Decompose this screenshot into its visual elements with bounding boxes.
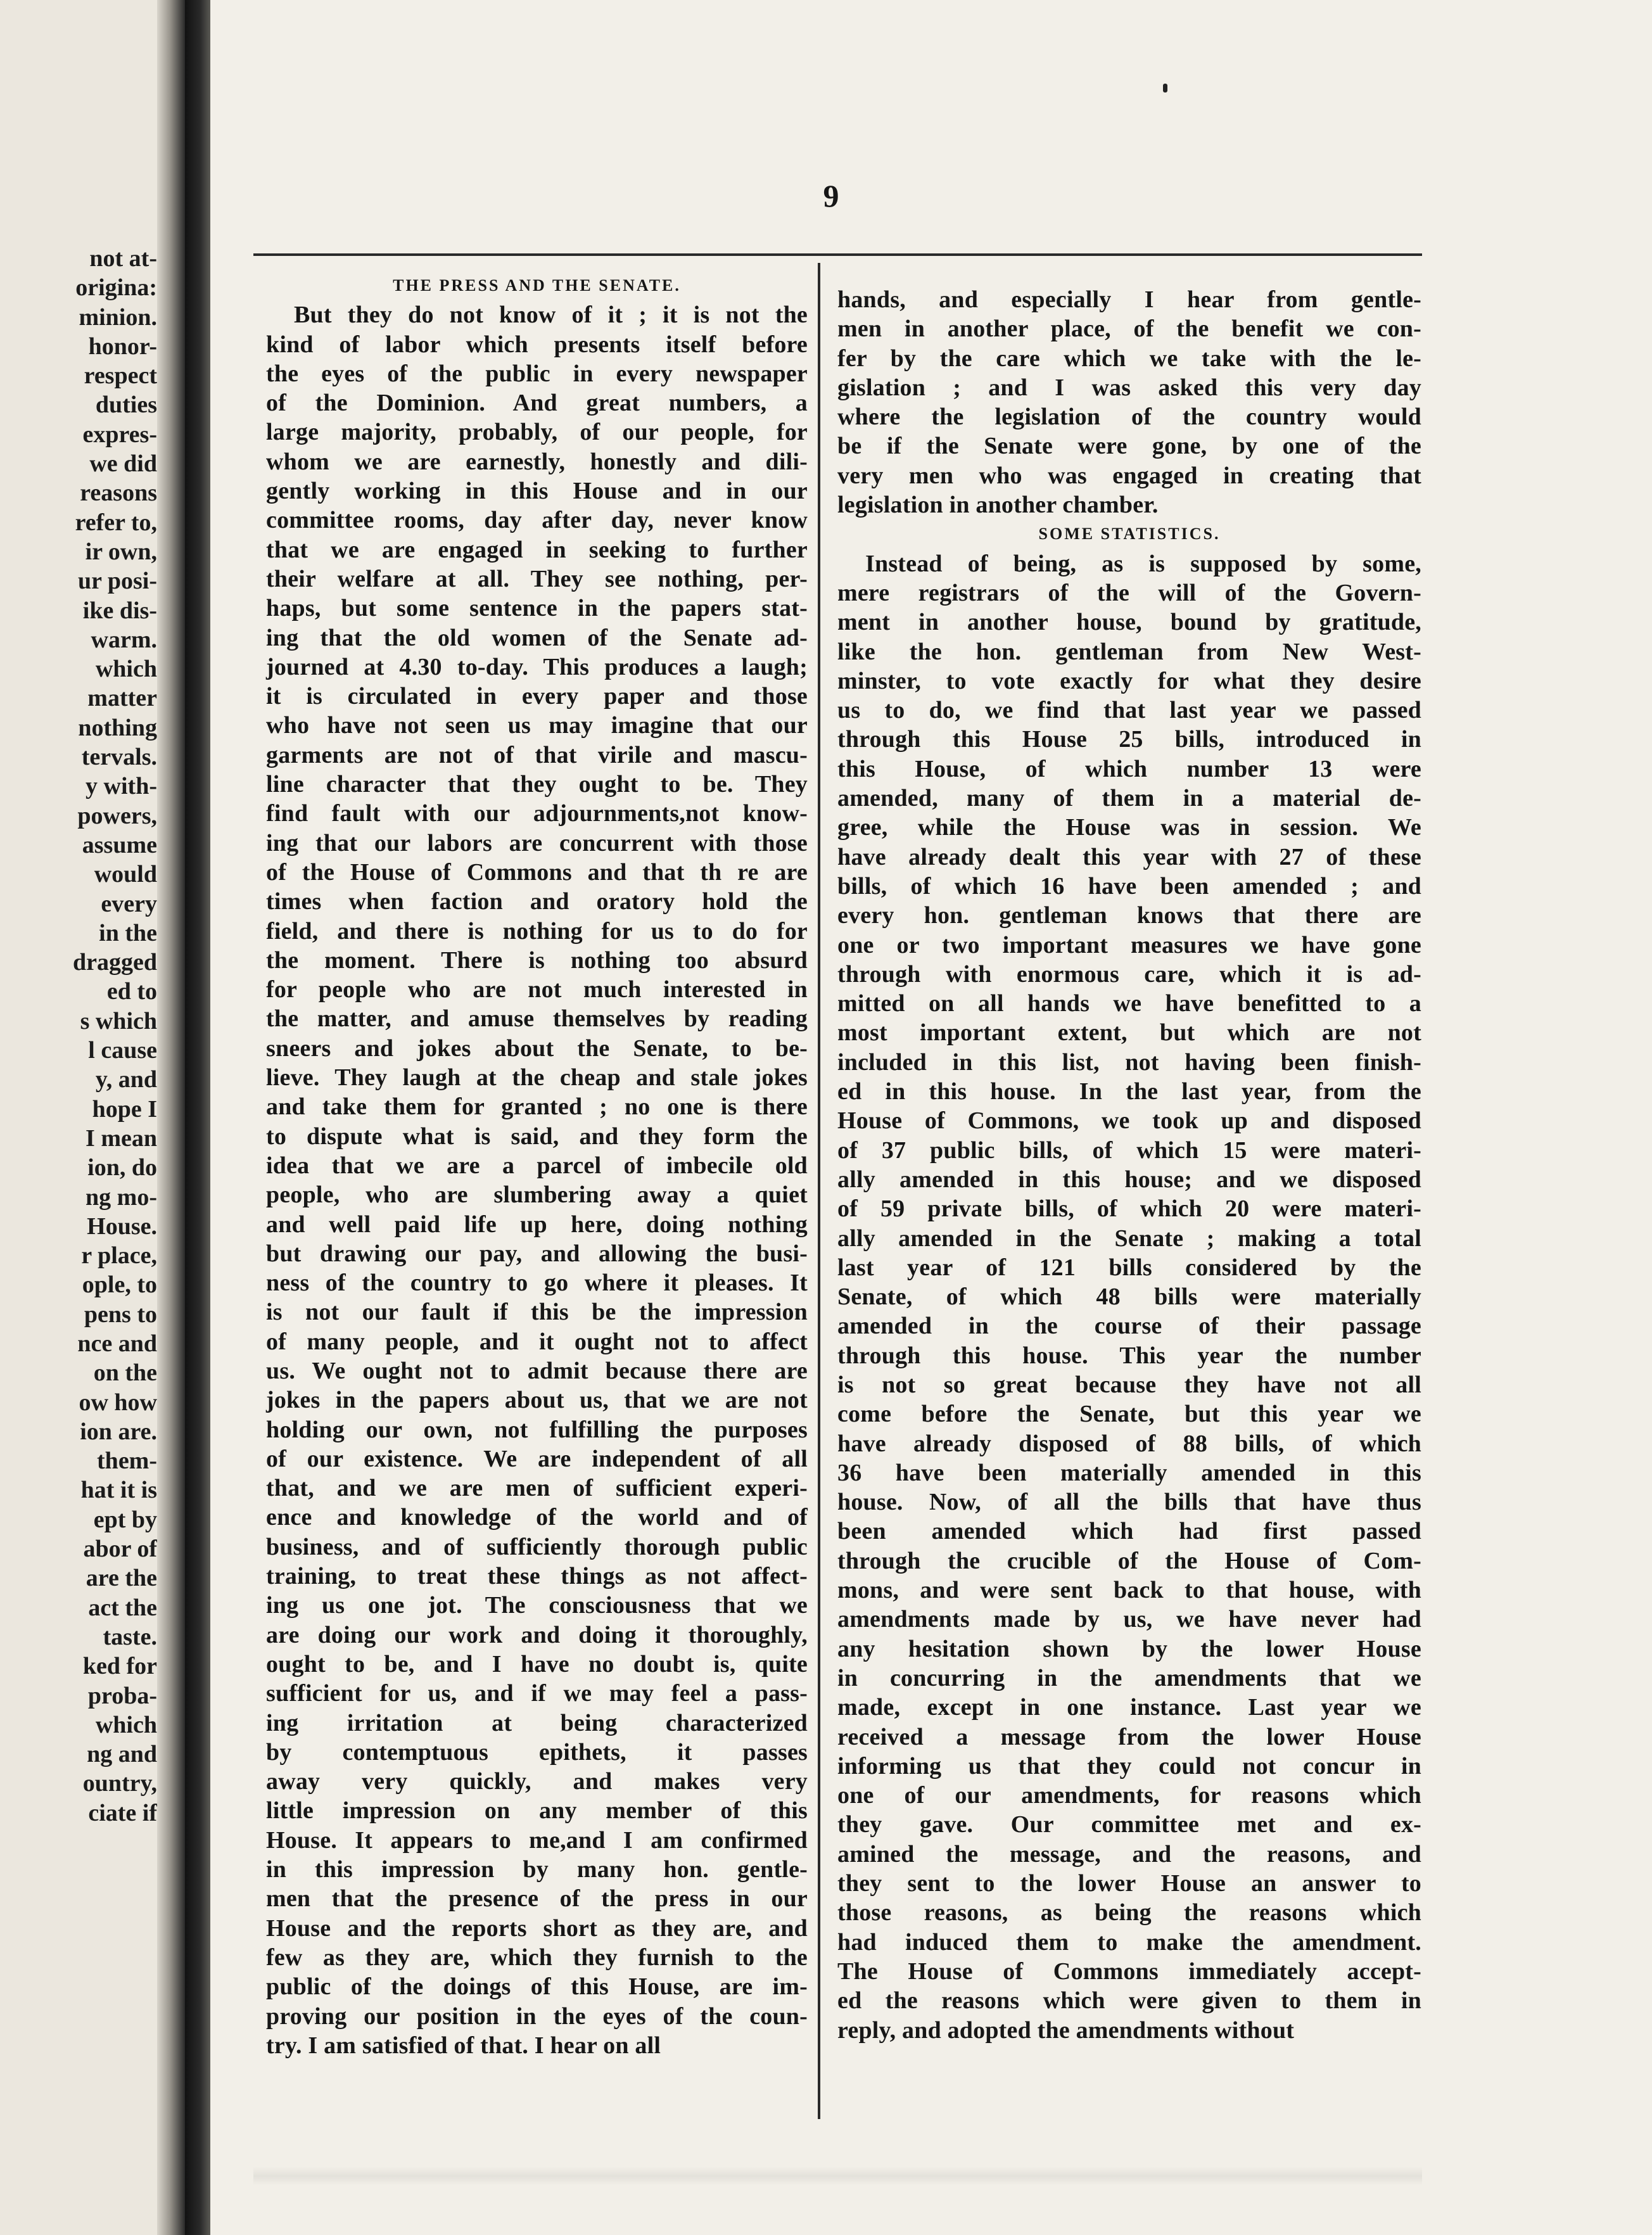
facing-page-text-line: every <box>101 890 157 917</box>
facing-page-text-line: matter <box>87 685 157 712</box>
body-text-line: haps, but some sentence in the papers stat- <box>266 595 808 622</box>
header-rule <box>253 253 1422 256</box>
body-text-line: in this impression by many hon. gentle- <box>266 1856 808 1883</box>
facing-page-text-line: respect <box>84 362 157 390</box>
body-text-line: amendments made by us, we have never had <box>837 1606 1421 1633</box>
facing-page-text-line: we did <box>89 450 157 478</box>
body-text-line: us. We ought not to admit because there are <box>266 1357 808 1384</box>
body-text-line: people, who are slumbering away a quiet <box>266 1181 808 1209</box>
facing-page-text <box>5 244 157 1828</box>
body-text-line: men that the presence of the press in our <box>266 1885 808 1913</box>
body-text-line: journed at 4.30 to-day. This produces a laugh; <box>266 653 808 680</box>
body-text-line: garments are not of that virile and mascu- <box>266 741 808 768</box>
body-text-line: business, and of sufficiently thorough public <box>266 1533 808 1560</box>
facing-page-text-line: ng and <box>87 1741 157 1768</box>
body-text-line: committee rooms, day after day, never know <box>266 507 808 534</box>
body-text-line: to dispute what is said, and they form the <box>266 1123 808 1150</box>
body-text-line: last year of 121 bills considered by the <box>837 1254 1421 1281</box>
facing-page-text-line: not at- <box>89 245 157 272</box>
body-text-line: every hon. gentleman knows that there are <box>837 902 1421 929</box>
body-text-line: idea that we are a parcel of imbecile old <box>266 1152 808 1179</box>
facing-page-text-line: minion. <box>79 303 157 331</box>
body-text-line: ally amended in this house; and we disposed <box>837 1166 1421 1193</box>
facing-page-text-line: r place, <box>81 1242 157 1270</box>
body-text-line: of many people, and it ought not to affect <box>266 1328 808 1355</box>
body-text-line: the matter, and amuse themselves by reading <box>266 1005 808 1033</box>
facing-page-text-line: which <box>95 1711 157 1738</box>
body-text-line: those reasons, as being the reasons which <box>837 1899 1421 1926</box>
facing-page-text-line: s which <box>80 1007 157 1035</box>
body-text-line: holding our own, not fulfilling the purposes <box>266 1416 808 1443</box>
facing-page-text-line: dragged <box>73 949 157 976</box>
body-text-line: of 59 private bills, of which 20 were materi- <box>837 1195 1421 1223</box>
body-text-line: and well paid life up here, doing nothing <box>266 1211 808 1238</box>
body-text-line: times when faction and oratory hold the <box>266 888 808 915</box>
body-text-line: through with enormous care, which it is ad- <box>837 960 1421 988</box>
body-text-line: is not so great because they have not all <box>837 1371 1421 1398</box>
body-text-line: mitted on all hands we have benefitted to a <box>837 990 1421 1017</box>
body-text-line: training, to treat these things as not affect- <box>266 1563 808 1590</box>
facing-page-text-line: ike dis- <box>82 597 157 624</box>
body-text-line: amended in the course of their passage <box>837 1313 1421 1340</box>
body-text-line: 36 have been materially amended in this <box>837 1459 1421 1486</box>
column-divider <box>818 263 820 2119</box>
body-text-line: lieve. They laugh at the cheap and stale jokes <box>266 1064 808 1092</box>
body-text-line: of 37 public bills, of which 15 were materi- <box>837 1137 1421 1164</box>
body-text-line: they gave. Our committee met and ex- <box>837 1811 1421 1838</box>
body-text-line: large majority, probably, of our people, for <box>266 419 808 446</box>
facing-page-text-line: l cause <box>88 1037 157 1064</box>
body-text-line: have already dealt this year with 27 of these <box>837 843 1421 870</box>
body-text-line: The House of Commons immediately accept- <box>837 1958 1421 1985</box>
left-column <box>266 271 808 2060</box>
facing-page-text-line: proba- <box>87 1682 157 1709</box>
body-text-line: where the legislation of the country would <box>837 404 1421 431</box>
facing-page-text-line: ked for <box>82 1653 157 1680</box>
body-text-line: gree, while the House was in session. We <box>837 814 1421 841</box>
body-text-line: are doing our work and doing it thoroughly, <box>266 1621 808 1648</box>
body-text-line: the eyes of the public in every newspaper <box>266 360 808 387</box>
body-text-line: Instead of being, as is supposed by some, <box>865 550 1421 577</box>
body-text-line: few as they are, which they furnish to the <box>266 1944 808 1971</box>
body-text-line: through the crucible of the House of Com- <box>837 1547 1421 1574</box>
facing-page-text-line: would <box>94 861 157 888</box>
body-text-line: is not our fault if this be the impression <box>266 1299 808 1326</box>
body-text-line: amined the message, and the reasons, and <box>837 1840 1421 1868</box>
facing-page-text-line: honor- <box>88 333 157 360</box>
body-text-line: ed in this house. In the last year, from the <box>837 1078 1421 1105</box>
body-text-line: ed the reasons which were given to them in <box>837 1987 1421 2015</box>
body-text-line: included in this list, not having been finish- <box>837 1048 1421 1076</box>
body-text-line: their welfare at all. They see nothing, per- <box>266 565 808 592</box>
facing-page-text-line: ciate if <box>88 1799 157 1826</box>
body-text-line: received a message from the lower House <box>837 1723 1421 1750</box>
body-text-line: for people who are not much interested in <box>266 976 808 1003</box>
right-column <box>837 285 1421 2045</box>
body-text-line: find fault with our adjournments,not know- <box>266 800 808 827</box>
facing-page-text-line: are the <box>86 1565 157 1592</box>
facing-page-text-line: y, and <box>95 1066 157 1093</box>
facing-page-text-line: in the <box>99 919 157 946</box>
body-text-line: made, except in one instance. Last year we <box>837 1694 1421 1721</box>
body-text-line: mons, and were sent back to that house, with <box>837 1577 1421 1604</box>
book-binding-shadow <box>185 0 210 2235</box>
body-text-line: But they do not know of it ; it is not the <box>294 302 808 329</box>
body-text-line: ence and knowledge of the world and of <box>266 1504 808 1531</box>
body-text-line: ing that our labors are concurrent with those <box>266 829 808 856</box>
body-text-line: minster, to vote exactly for what they desire <box>837 667 1421 694</box>
body-text-line: House. It appears to me,and I am confirmed <box>266 1826 808 1854</box>
body-text-line: ing us one jot. The consciousness that we <box>266 1592 808 1619</box>
body-text-line: through this House 25 bills, introduced in <box>837 726 1421 753</box>
facing-page-text-line: ng mo- <box>86 1183 157 1211</box>
body-text-line: mere registrars of the will of the Govern- <box>837 579 1421 606</box>
facing-page-text-line: powers, <box>77 802 157 829</box>
body-text-line: ing irritation at being characterized <box>266 1709 808 1736</box>
body-text-line: away very quickly, and makes very <box>266 1768 808 1795</box>
body-text-line: reply, and adopted the amendments without <box>837 2016 1295 2044</box>
body-text-line: be if the Senate were gone, by one of the <box>837 433 1421 460</box>
facing-page-text-line: expres- <box>82 421 157 448</box>
body-text-line: gently working in this House and in our <box>266 478 808 505</box>
body-text-line: but drawing our pay, and allowing the busi- <box>266 1240 808 1267</box>
body-text-line: most important extent, but which are not <box>837 1019 1421 1047</box>
body-text-line: it is circulated in every paper and those <box>266 683 808 710</box>
right-column-body-top <box>837 285 1421 519</box>
page-number: 9 <box>823 178 839 213</box>
body-text-line: like the hon. gentleman from New West- <box>837 638 1421 665</box>
facing-page-text-line: nce and <box>77 1330 157 1357</box>
section-heading-some-statistics: SOME STATISTICS. <box>1038 525 1221 544</box>
body-text-line: House of Commons, we took up and disposed <box>837 1107 1421 1135</box>
right-column-body-bottom <box>837 549 1421 2045</box>
facing-page-text-line: ow how <box>79 1389 157 1416</box>
body-text-line: us to do, we find that last year we passed <box>837 697 1421 724</box>
facing-page-text-line: I mean <box>86 1124 157 1152</box>
body-text-line: sufficient for us, and if we may feel a pass- <box>266 1680 808 1707</box>
facing-page-text-line: tervals. <box>81 744 157 771</box>
facing-page-text-line: ir own, <box>85 538 157 565</box>
body-text-line: in concurring in the amendments that we <box>837 1664 1421 1691</box>
body-text-line: public of the doings of this House, are im- <box>266 1973 808 2001</box>
facing-page-text-line: duties <box>95 392 157 419</box>
body-text-line: men in another place, of the benefit we con- <box>837 315 1421 343</box>
facing-page-text-line: ople, to <box>82 1271 157 1299</box>
body-text-line: kind of labor which presents itself before <box>266 331 808 358</box>
facing-page-text-line: pens to <box>84 1301 157 1328</box>
body-text-line: who have not seen us may imagine that our <box>266 712 808 739</box>
body-text-line: jokes in the papers about us, that we are not <box>266 1387 808 1414</box>
body-text-line: any hesitation shown by the lower House <box>837 1635 1421 1662</box>
body-text-line: that, and we are men of sufficient experi- <box>266 1475 808 1502</box>
body-text-line: come before the Senate, but this year we <box>837 1401 1421 1428</box>
body-text-line: amended, many of them in a material de- <box>837 785 1421 812</box>
body-text-line: of the Dominion. And great numbers, a <box>266 390 808 417</box>
facing-page-text-line: abor of <box>83 1536 157 1563</box>
body-text-line: ment in another house, bound by gratitude, <box>837 609 1421 636</box>
body-text-line: very men who was engaged in creating that <box>837 462 1421 489</box>
facing-page-text-line: ur posi- <box>78 568 157 595</box>
body-text-line: ally amended in the Senate ; making a total <box>837 1225 1421 1252</box>
body-text-line: been amended which had first passed <box>837 1518 1421 1545</box>
body-text-line: line character that they ought to be. They <box>266 771 808 798</box>
facing-page-text-line: House. <box>87 1213 157 1240</box>
ink-speck <box>1163 84 1167 92</box>
body-text-line: fer by the care which we take with the le- <box>837 345 1421 372</box>
body-text-line: ought to be, and I have no doubt is, quite <box>266 1650 808 1678</box>
facing-page-text-line: them- <box>97 1448 157 1475</box>
body-text-line: gislation ; and I was asked this very day <box>837 374 1421 401</box>
body-text-line: field, and there is nothing for us to do for <box>266 917 808 945</box>
body-text-line: legislation in another chamber. <box>837 492 1159 519</box>
facing-page-text-line: on the <box>93 1359 157 1387</box>
bleed-through-strip <box>253 2167 1422 2186</box>
body-text-line: informing us that they could not concur in <box>837 1752 1421 1780</box>
body-text-line: of the House of Commons and that th re are <box>266 858 808 886</box>
body-text-line: and take them for granted ; no one is there <box>266 1093 808 1121</box>
body-text-line: one or two important measures we have gone <box>837 931 1421 958</box>
left-column-body <box>266 300 808 2060</box>
body-text-line: had induced them to make the amendment. <box>837 1928 1421 1956</box>
facing-page-text-line: act the <box>88 1594 157 1621</box>
facing-page-text-line: ion are. <box>80 1418 157 1445</box>
body-text-line: whom we are earnestly, honestly and dili- <box>266 448 808 475</box>
body-text-line: that we are engaged in seeking to further <box>266 536 808 563</box>
body-text-line: ing that the old women of the Senate ad- <box>266 624 808 651</box>
facing-page-text-line: nothing <box>78 714 157 741</box>
body-text-line: the moment. There is nothing too absurd <box>266 946 808 974</box>
facing-page-fragment <box>0 0 185 2235</box>
facing-page-gutter-shadow <box>157 0 185 2235</box>
body-text-line: by contemptuous epithets, it passes <box>266 1738 808 1766</box>
facing-page-text-line: hat it is <box>80 1477 157 1504</box>
facing-page-text-line: which <box>95 656 157 683</box>
facing-page-text-line: y with- <box>86 773 157 800</box>
facing-page-text-line: warm. <box>91 626 157 653</box>
body-text-line: Senate, of which 48 bills were materially <box>837 1283 1421 1311</box>
body-text-line: one of our amendments, for reasons which <box>837 1782 1421 1809</box>
facing-page-text-line: ion, do <box>87 1154 157 1181</box>
facing-page-text-line: origina: <box>75 274 157 302</box>
body-text-line: they sent to the lower House an answer to <box>837 1870 1421 1897</box>
facing-page-text-line: reasons <box>80 480 157 507</box>
body-text-line: house. Now, of all the bills that have thus <box>837 1489 1421 1516</box>
facing-page-text-line: refer to, <box>75 509 157 536</box>
facing-page-text-line: ountry, <box>82 1770 157 1797</box>
body-text-line: through this house. This year the number <box>837 1342 1421 1369</box>
facing-page-text-line: hope I <box>92 1095 157 1123</box>
body-text-line: of our existence. We are independent of all <box>266 1445 808 1472</box>
body-text-line: this House, of which number 13 were <box>837 755 1421 782</box>
body-text-line: hands, and especially I hear from gentle- <box>837 286 1421 313</box>
section-heading-press-and-senate: THE PRESS AND THE SENATE. <box>393 276 681 295</box>
body-text-line: have already disposed of 88 bills, of which <box>837 1430 1421 1457</box>
body-text-line: bills, of which 16 have been amended ; and <box>837 872 1421 900</box>
facing-page-text-line: assume <box>82 831 157 858</box>
body-text-line: House and the reports short as they are, and <box>266 1914 808 1942</box>
facing-page-text-line: taste. <box>103 1623 157 1650</box>
facing-page-text-line: ept by <box>93 1506 157 1533</box>
facing-page-text-line: ed to <box>106 978 157 1005</box>
body-text-line: little impression on any member of this <box>266 1797 808 1824</box>
body-text-line: ness of the country to go where it pleases. It <box>266 1270 808 1297</box>
body-text-line: proving our position in the eyes of the coun- <box>266 2003 808 2030</box>
body-text-line: sneers and jokes about the Senate, to be- <box>266 1035 808 1062</box>
body-text-line: try. I am satisfied of that. I hear on all <box>266 2032 661 2059</box>
